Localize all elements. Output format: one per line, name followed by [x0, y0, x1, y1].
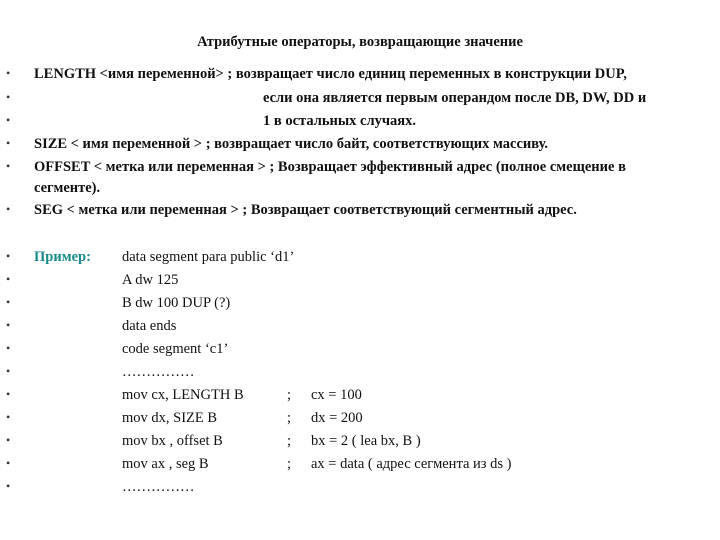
code-line	[0, 387, 720, 410]
code-text: B dw 100 DUP (?)	[122, 295, 231, 311]
code-line	[0, 295, 720, 318]
bullet-icon: •	[6, 295, 11, 309]
code-line	[0, 433, 720, 456]
code-semicolon: ;	[287, 387, 292, 403]
attr-text: SIZE < имя переменной > ; возвращает число байт, соответствующих массиву.	[34, 136, 549, 152]
attr-line-length	[0, 66, 720, 89]
code-semicolon: ;	[287, 456, 292, 472]
code-comment: ax = data ( адрес сегмента из ds )	[311, 456, 512, 472]
attr-line-size	[0, 136, 720, 159]
code-text: mov bx , offset B	[122, 433, 223, 449]
bullet-icon: •	[6, 202, 11, 216]
attr-text: сегменте).	[34, 180, 101, 196]
code-text: mov ax , seg B	[122, 456, 209, 472]
code-text: mov cx, LENGTH B	[122, 387, 244, 403]
code-semicolon: ;	[287, 410, 292, 426]
attr-line-length-cont1	[0, 90, 720, 113]
code-line	[0, 318, 720, 341]
code-line	[0, 249, 720, 272]
code-text: ……………	[122, 364, 195, 380]
code-line	[0, 410, 720, 433]
bullet-icon: •	[6, 387, 11, 401]
attr-text: SEG < метка или переменная > ; Возвращает соответствующий сегментный адрес.	[34, 202, 577, 218]
code-line	[0, 479, 720, 502]
attr-line-offset-cont	[0, 180, 720, 203]
bullet-icon: •	[6, 410, 11, 424]
code-semicolon: ;	[287, 433, 292, 449]
code-line	[0, 341, 720, 364]
attr-text: 1 в остальных случаях.	[263, 113, 417, 129]
attr-line-seg	[0, 202, 720, 225]
bullet-icon: •	[6, 272, 11, 286]
attr-text: если она является первым операндом после DB, DW, DD и	[263, 90, 647, 106]
code-text: A dw 125	[122, 272, 179, 288]
bullet-icon: •	[6, 249, 11, 263]
attr-text: LENGTH <имя переменной> ; возвращает число единиц переменных в конструкции DUP,	[34, 66, 627, 82]
slide-title: Атрибутные операторы, возвращающие значение	[197, 34, 523, 50]
bullet-icon: •	[6, 456, 11, 470]
example-label: Пример:	[34, 249, 91, 265]
code-text: ……………	[122, 479, 195, 495]
code-line	[0, 364, 720, 387]
bullet-icon: •	[6, 479, 11, 493]
code-comment: bx = 2 ( lea bx, B )	[311, 433, 421, 449]
attr-text: OFFSET < метка или переменная > ; Возвращает эффективный адрес (полное смещение в	[34, 159, 626, 175]
code-comment: cx = 100	[311, 387, 362, 403]
code-text: data segment para public ‘d1’	[122, 249, 295, 265]
attr-line-offset	[0, 159, 720, 182]
bullet-icon: •	[6, 159, 11, 173]
bullet-icon: •	[6, 113, 11, 127]
code-line	[0, 272, 720, 295]
bullet-icon: •	[6, 341, 11, 355]
code-line	[0, 456, 720, 479]
bullet-icon: •	[6, 318, 11, 332]
bullet-icon: •	[6, 136, 11, 150]
bullet-icon: •	[6, 66, 11, 80]
code-text: data ends	[122, 318, 177, 334]
bullet-icon: •	[6, 364, 11, 378]
code-comment: dx = 200	[311, 410, 363, 426]
attr-line-length-cont2	[0, 113, 720, 136]
bullet-icon: •	[6, 433, 11, 447]
code-text: mov dx, SIZE B	[122, 410, 218, 426]
bullet-icon: •	[6, 90, 11, 104]
code-text: code segment ‘c1’	[122, 341, 229, 357]
